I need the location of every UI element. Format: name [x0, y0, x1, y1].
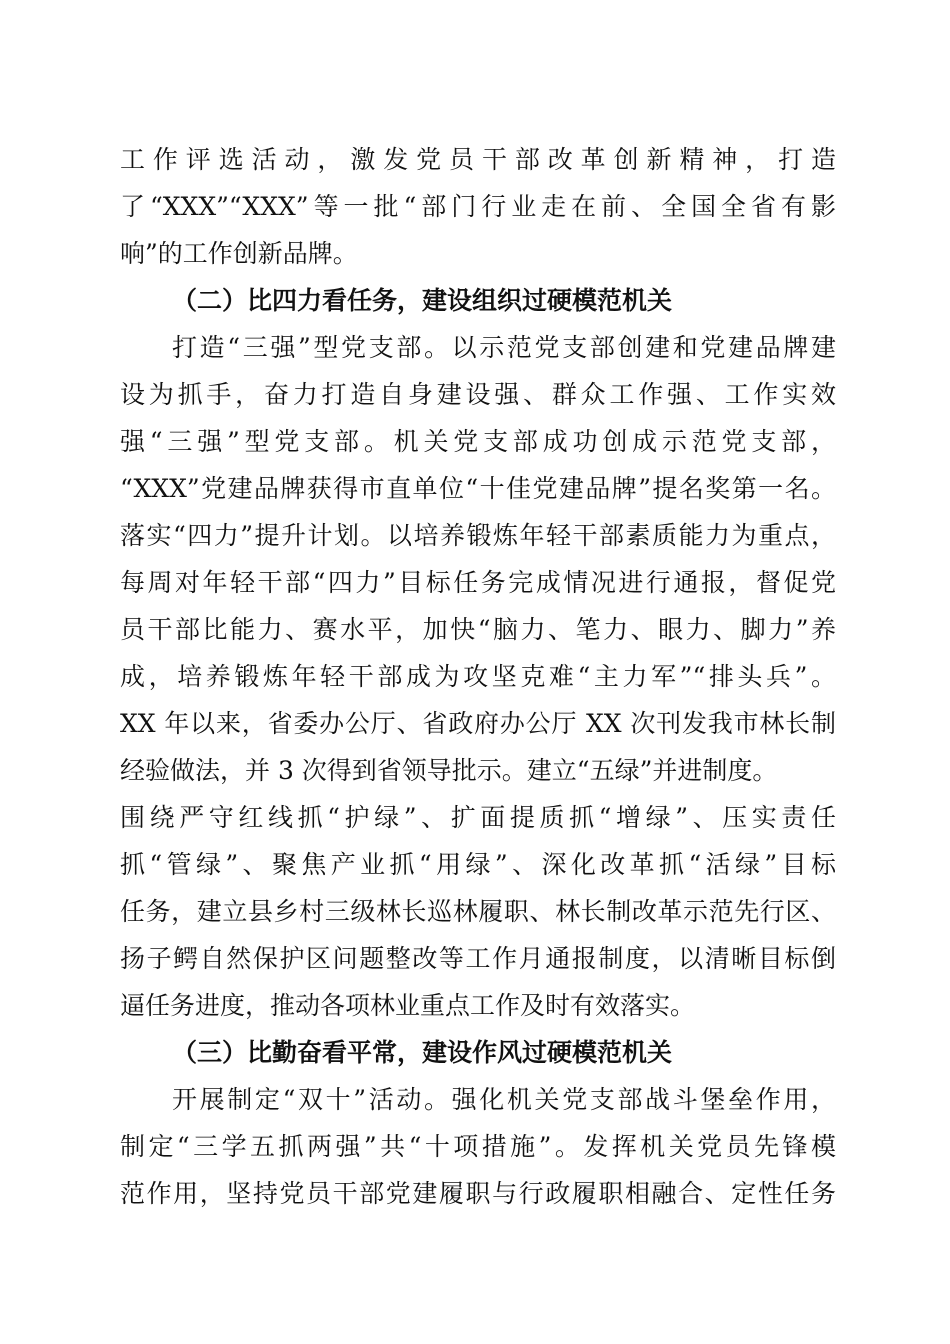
text-line-23: 范作用，坚持党员干部党建履职与行政履职相融合、定性任务 [120, 1179, 836, 1208]
text-line-22: 制定“三学五抓两强”共“十项措施”。发挥机关党员先锋模 [120, 1132, 836, 1161]
text-line-5: 打造“三强”型党支部。以示范党支部创建和党建品牌建 [172, 333, 836, 362]
section-heading-3: （三）比勤奋看平常，建设作风过硬模范机关 [172, 1038, 673, 1067]
text-line-9: 落实“四力”提升计划。以培养锻炼年轻干部素质能力为重点， [120, 521, 836, 550]
document-body [120, 136, 836, 1217]
text-line-16: 抓“管绿”、聚焦产业抓“用绿”、深化改革抓“活绿”目标 [120, 850, 836, 879]
text-line-17: 任务，建立县乡村三级林长巡林履职、林长制改革示范先行区、 [120, 897, 836, 926]
text-line-12: 成，培养锻炼年轻干部成为攻坚克难“主力军”“排头兵”。 [120, 662, 836, 691]
section-heading-2: （二）比四力看任务，建设组织过硬模范机关 [172, 286, 673, 315]
text-line-18: 扬子鳄自然保护区问题整改等工作月通报制度，以清晰目标倒 [120, 944, 836, 973]
text-line-10: 每周对年轻干部“四力”目标任务完成情况进行通报，督促党 [120, 568, 836, 597]
text-line-2: 了“XXX”“XXX”等一批“部门行业走在前、全国全省有影 [120, 192, 836, 221]
text-line-7: 强“三强”型党支部。机关党支部成功创成示范党支部， [120, 427, 836, 456]
text-line-11: 员干部比能力、赛水平，加快“脑力、笔力、眼力、脚力”养 [120, 615, 836, 644]
text-line-3: 响”的工作创新品牌。 [120, 239, 358, 268]
text-line-14: 经验做法，并 3 次得到省领导批示。建立“五绿”并进制度。 [120, 756, 778, 785]
text-line-8: “XXX”党建品牌获得市直单位“十佳党建品牌”提名奖第一名。 [120, 474, 836, 503]
text-line-21: 开展制定“双十”活动。强化机关党支部战斗堡垒作用， [172, 1085, 836, 1114]
text-line-6: 设为抓手，奋力打造自身建设强、群众工作强、工作实效 [120, 380, 836, 409]
text-line-15: 围绕严守红线抓“护绿”、扩面提质抓“增绿”、压实责任 [120, 803, 836, 832]
text-line-19: 逼任务进度，推动各项林业重点工作及时有效落实。 [120, 991, 696, 1020]
text-line-13: XX 年以来，省委办公厅、省政府办公厅 XX 次刊发我市林长制 [120, 709, 836, 738]
text-line-1: 工作评选活动，激发党员干部改革创新精神，打造 [120, 145, 836, 174]
